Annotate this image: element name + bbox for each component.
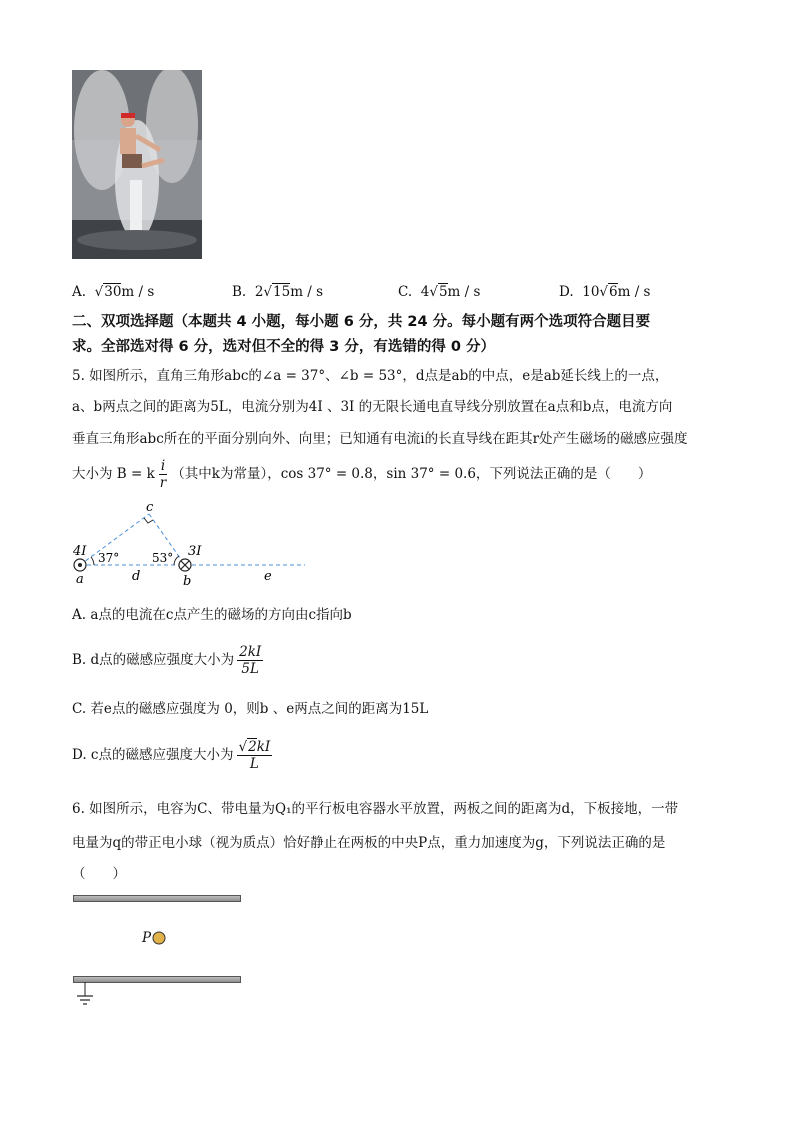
angle-b-label: 53°	[152, 551, 174, 565]
q5-option-d: D. c点的磁感应强度大小为 $\frac{√2kI}{L}$	[72, 739, 271, 772]
fountain-photo	[72, 70, 202, 259]
q5-option-c: C. 若e点的磁感应强度为 0，则b 、e两点之间的距离为15L	[72, 701, 429, 717]
section2-heading-line2: 求。全部选对得 6 分，选对但不全的得 3 分，有选错的得 0 分）	[72, 339, 496, 355]
q4-option-a: A. √30m / s	[72, 284, 155, 300]
ground-icon	[72, 982, 102, 1012]
q5-fraction: $\frac{i}{r}$	[159, 458, 167, 491]
angle-b-arc	[174, 556, 179, 565]
q5-line2: a、b两点之间的距离为5L，电流分别为4I 、3I 的无限长通电直导线分别放置在a点和b点，电流方向	[72, 399, 673, 415]
label-a: a	[76, 572, 84, 587]
label-b: b	[183, 574, 192, 589]
q5-line3: 垂直三角形abc所在的平面分别向外、向里；已知通有电流i的长直导线在距其r处产生磁场的磁感应强度	[72, 431, 688, 447]
current-out-dot	[78, 563, 82, 567]
label-c: c	[146, 500, 154, 515]
label-4I: 4I	[73, 544, 87, 559]
charged-ball-icon	[150, 929, 168, 947]
label-d: d	[132, 569, 141, 584]
q4-option-d: D. 10√6m / s	[559, 284, 651, 300]
q6-line2: 电量为q的带正电小球（视为质点）恰好静止在两板的中央P点，重力加速度为g，下列说法正确的是	[72, 835, 666, 851]
q5-line1: 5. 如图所示，直角三角形abc的∠a = 37°、∠b = 53°，d点是ab的中点，e是ab延长线上的一点，	[72, 368, 669, 384]
angle-a-arc	[91, 557, 94, 565]
q5-option-a: A. a点的电流在c点产生的磁场的方向由c指向b	[72, 607, 352, 623]
label-e: e	[264, 569, 272, 584]
label-p: P	[142, 930, 152, 946]
section2-heading-line1: 二、双项选择题（本题共 4 小题，每小题 6 分，共 24 分。每小题有两个选项符合题目要	[72, 314, 651, 330]
q4-option-b: B. 2√15m / s	[232, 284, 324, 300]
q6-line3: （ ）	[72, 866, 126, 882]
q5-option-b: B. d点的磁感应强度大小为 $\frac{2kI}{5L}$	[72, 644, 262, 677]
capacitor-upper-plate	[73, 895, 241, 902]
angle-a-label: 37°	[98, 551, 120, 565]
q6-line1: 6. 如图所示，电容为C、带电量为Q₁的平行板电容器水平放置，两板之间的距离为d，下板接地，一带	[72, 801, 679, 817]
right-angle-mark	[144, 518, 153, 523]
q4-option-c: C. 4√5m / s	[398, 284, 481, 300]
q5-triangle-figure	[70, 500, 310, 592]
q5-line4: 大小为 B = k $\frac{i}{r}$ （其中k为常量），cos 37° = 0.8，sin 37° = 0.6，下列说法正确的是（ ）	[72, 458, 652, 491]
label-3I: 3I	[188, 544, 202, 559]
fountain-illustration	[72, 70, 202, 259]
